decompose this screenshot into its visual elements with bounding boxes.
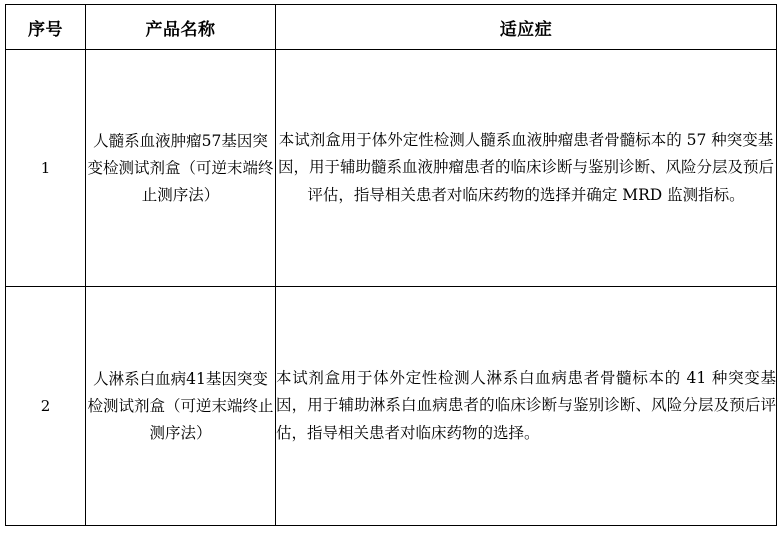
table-row — [6, 50, 777, 287]
table-header-row — [6, 5, 777, 50]
table-row — [6, 287, 777, 526]
product-name: 人髓系血液肿瘤57基因突变检测试剂盒（可逆末端终止测序法） — [86, 50, 276, 287]
indication-text: 本试剂盒用于体外定性检测人淋系白血病患者骨髓标本的 41 种突变基因，用于辅助淋系白血病患者的临床诊断与鉴别诊断、风险分层及预后评估，指导相关患者对临床药物的选择。 — [276, 287, 777, 526]
indication-text: 本试剂盒用于体外定性检测人髓系血液肿瘤患者骨髓标本的 57 种突变基因，用于辅助髓系血液肿瘤患者的临床诊断与鉴别诊断、风险分层及预后评估，指导相关患者对临床药物的选择并确定 MRD 监测指标。 — [276, 50, 777, 287]
row-number: 2 — [6, 287, 86, 526]
product-table — [5, 4, 777, 526]
header-no: 序号 — [6, 5, 86, 50]
header-indication: 适应症 — [276, 5, 777, 50]
row-number: 1 — [6, 50, 86, 287]
header-product-name: 产品名称 — [86, 5, 276, 50]
product-name: 人淋系白血病41基因突变检测试剂盒（可逆末端终止测序法） — [86, 287, 276, 526]
